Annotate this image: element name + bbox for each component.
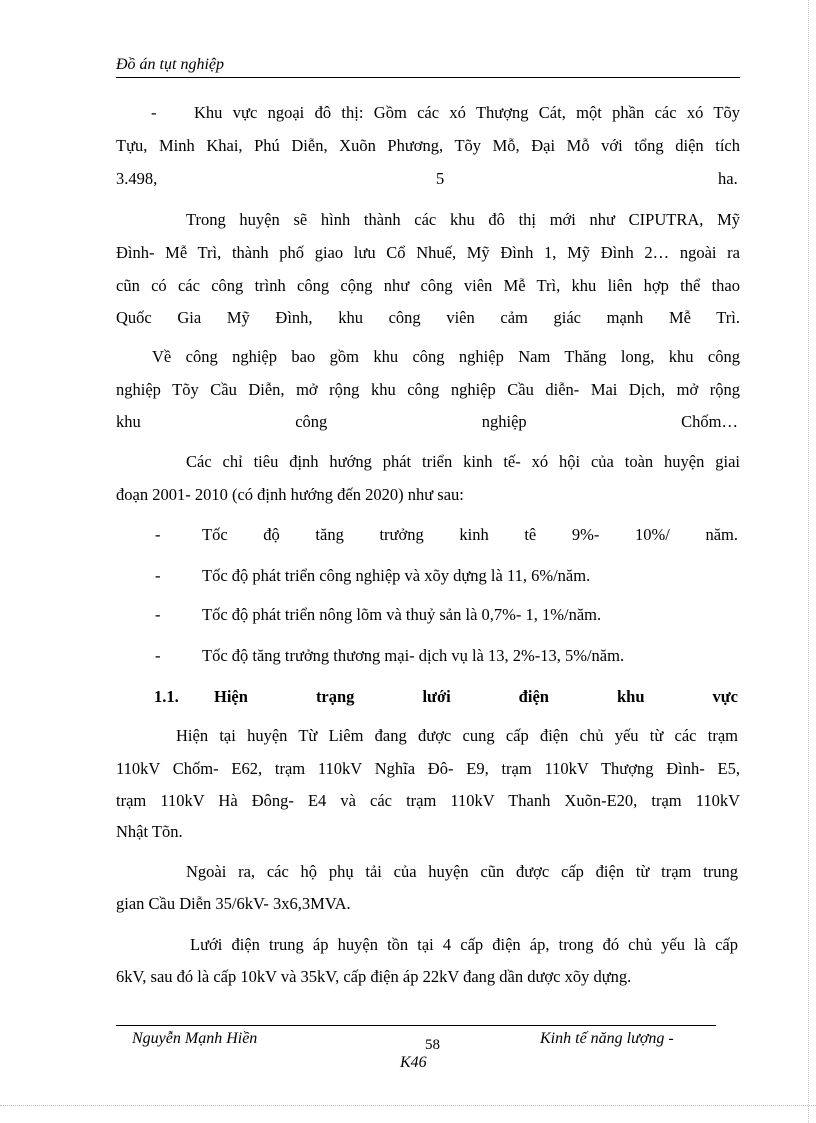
text-line: Trong huyện sẽ hình thành các khu đô thị mới như CIPUTRA, Mỹ (186, 210, 740, 229)
bullet-line (116, 102, 740, 124)
text-line: đoạn 2001- 2010 (có định hướng đến 2020) như sau: (116, 485, 464, 504)
bullet-dash: - (155, 566, 161, 585)
text-line: Về công nghiệp bao gồm khu công nghiệp Nam Thăng long, khu công (152, 347, 740, 366)
section-title: Hiện trạng lưới điện khu vực (214, 687, 738, 706)
bullet-dash: - (155, 525, 161, 544)
list-item-text: Tốc độ phát triển công nghiệp và xõy dựng là 11, 6%/năm. (202, 566, 591, 585)
page-bottom-edge (0, 1105, 816, 1106)
text-line: Hiện tại huyện Từ Liêm đang được cung cấp điện chủ yếu từ các trạm (176, 726, 738, 745)
section-heading (116, 686, 740, 708)
list-item-text: Tốc độ tăng trưởng thương mại- dịch vụ là 13, 2%-13, 5%/năm. (202, 646, 625, 665)
list-item-text: Tốc độ phát triển nông lõm và thuỷ sản là 0,7%- 1, 1%/năm. (202, 605, 602, 624)
area-decimal: 5 (436, 169, 445, 188)
page-right-edge (808, 0, 809, 1123)
footer-class: K46 (400, 1054, 427, 1071)
section-number: 1.1. (154, 687, 179, 706)
area-unit: ha. (718, 169, 738, 188)
text-line: Nhật Tõn. (116, 822, 183, 841)
page-header-title: Đồ án tụt nghiệp (116, 56, 224, 73)
area-value: 3.498, (116, 169, 158, 188)
text-line: Lưới điện trung áp huyện tồn tại 4 cấp điện áp, trong đó chủ yếu là cấp (190, 935, 738, 954)
text-line: Quốc Gia Mỹ Đình, khu công viên cảm giác mạnh Mễ Trì. (116, 308, 740, 327)
text-line-spread (116, 168, 740, 190)
text-line: trạm 110kV Hà Đông- E4 và các trạm 110kV Thanh Xuõn-E20, trạm 110kV (116, 791, 740, 810)
footer-department: Kinh tế năng lượng - (540, 1030, 674, 1047)
list-item (116, 524, 740, 546)
text-line: Tựu, Minh Khai, Phú Diễn, Xuõn Phương, Tõy Mỗ, Đại Mỗ với tổng diện tích (116, 136, 740, 155)
list-item (116, 565, 740, 587)
bullet-dash: - (151, 103, 157, 122)
page-number: 58 (425, 1037, 440, 1053)
header-rule (116, 77, 740, 78)
text-line: Các chỉ tiêu định hướng phát triển kinh tế- xó hội của toàn huyện giai (186, 452, 740, 471)
text-line: Ngoài ra, các hộ phụ tải của huyện cũn được cấp điện từ trạm trung (186, 862, 738, 881)
list-item (116, 604, 740, 626)
list-item (116, 645, 740, 667)
bullet-dash: - (155, 605, 161, 624)
text-line: Khu vực ngoại đô thị: Gồm các xó Thượng Cát, một phần các xó Tõy (194, 103, 740, 122)
text-line: 6kV, sau đó là cấp 10kV và 35kV, cấp điện áp 22kV đang dần dược xõy dựng. (116, 967, 632, 986)
bullet-dash: - (155, 646, 161, 665)
footer-rule (116, 1025, 716, 1026)
list-item-text: Tốc độ tăng trưởng kinh tê 9%- 10%/ năm. (202, 525, 738, 544)
text-line: cũn có các công trình công cộng như công viên Mễ Trì, khu liên hợp thể thao (116, 276, 740, 295)
footer-author: Nguyễn Mạnh Hiền (132, 1030, 258, 1047)
text-line: khu công nghiệp Chốm… (116, 412, 738, 431)
text-line: gian Cầu Diễn 35/6kV- 3x6,3MVA. (116, 894, 351, 913)
text-line: nghiệp Tõy Cầu Diễn, mở rộng khu công nghiệp Cầu diễn- Mai Dịch, mở rộng (116, 380, 740, 399)
text-line: Đình- Mễ Trì, thành phố giao lưu Cổ Nhuế, Mỹ Đình 1, Mỹ Đình 2… ngoài ra (116, 243, 740, 262)
text-line: 110kV Chốm- E62, trạm 110kV Nghĩa Đô- E9, trạm 110kV Thượng Đình- E5, (116, 759, 740, 778)
